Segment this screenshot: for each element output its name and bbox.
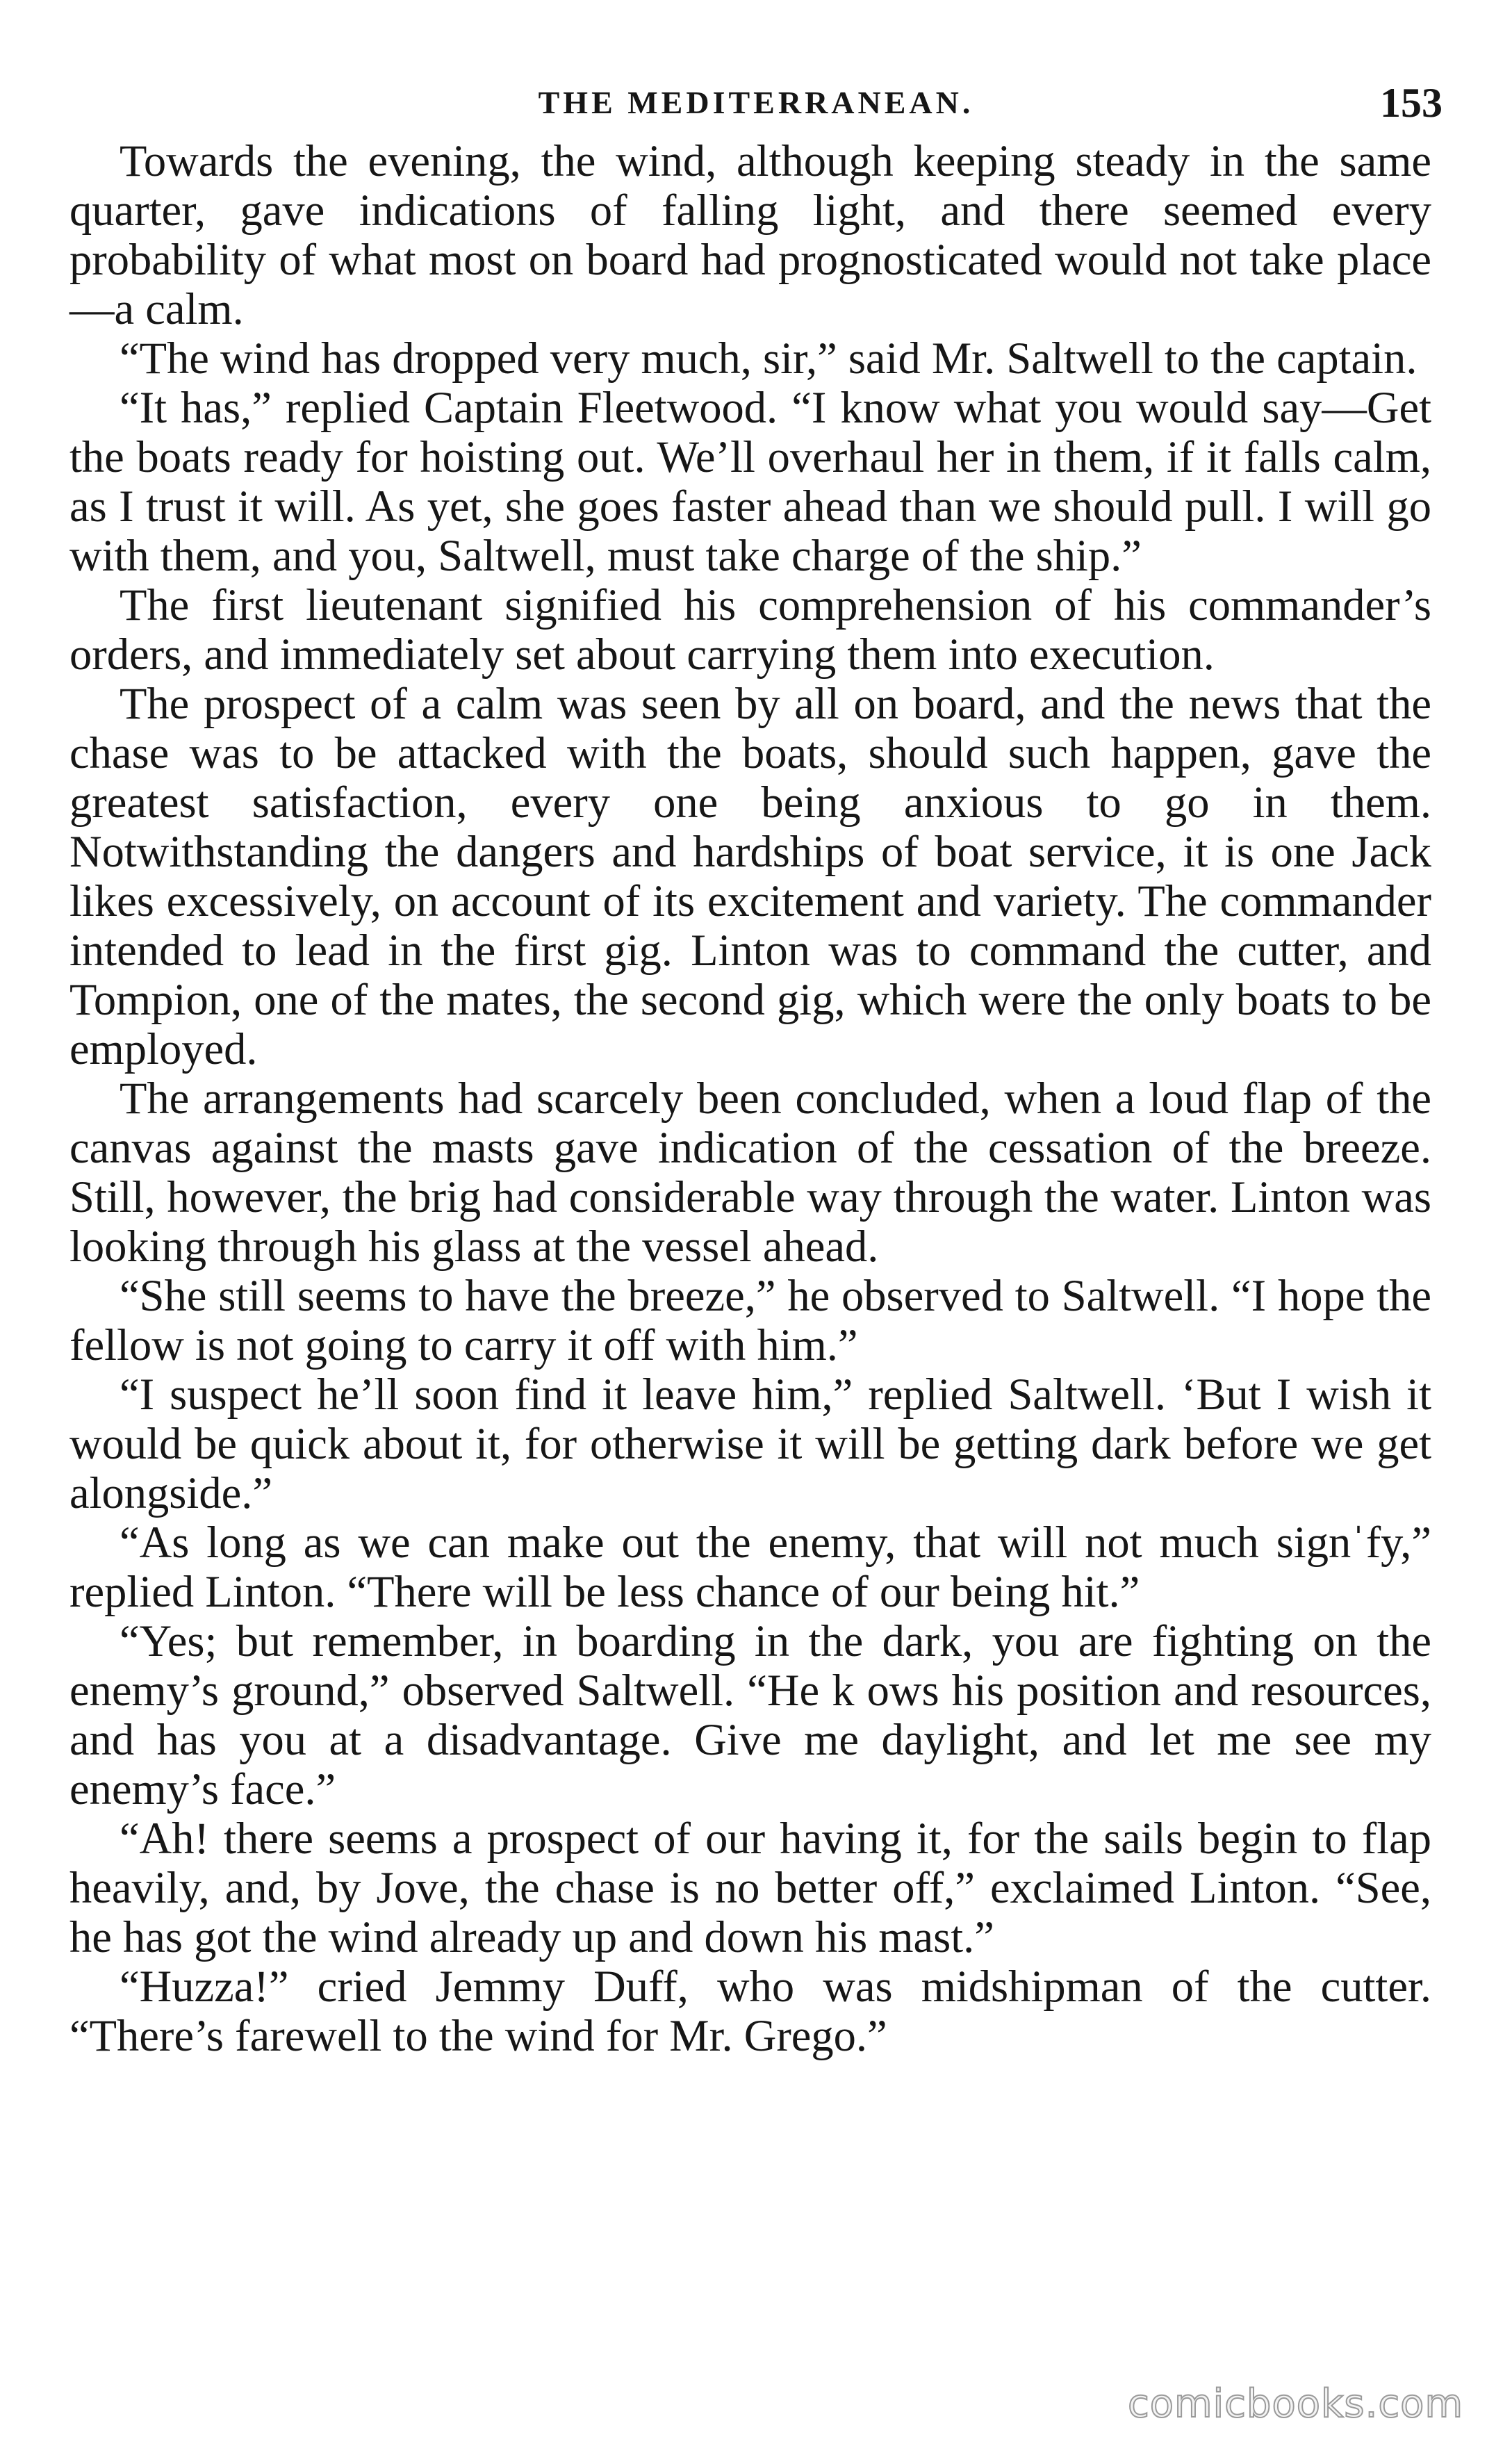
paragraph: “Huzza!” cried Jemmy Duff, who was midshipman of the cutter. “There’s farewell to the wind for Mr. Grego.” (69, 1962, 1431, 2060)
paragraph: “I suspect he’ll soon find it leave him,” replied Saltwell. ‘But I wish it would be quick about it, for otherwise it will be getting dark before we get alongside.” (69, 1370, 1431, 1518)
paragraph: “As long as we can make out the enemy, that will not much signˈfy,” replied Linton. “There will be less chance of our being hit.” (69, 1518, 1431, 1616)
paragraph: The first lieutenant signified his comprehension of his commander’s orders, and immediately set about carrying them into execution. (69, 580, 1431, 679)
paragraph: The prospect of a calm was seen by all on board, and the news that the chase was to be attacked with the boats, should such happen, gave the greatest satisfaction, every one being anxious to go in them. Notwithstanding the dangers and hardships of boat service, it is one Jack likes excessively, on account of its excitement and variety. The commander intended to lead in the first gig. Linton was to command the cutter, and Tompion, one of the mates, the second gig, which were the only boats to be employed. (69, 679, 1431, 1074)
paragraph: “It has,” replied Captain Fleetwood. “I know what you would say—Get the boats ready for hoisting out. We’ll overhaul her in them, if it falls calm, as I trust it will. As yet, she goes faster ahead than we should pull. I will go with them, and you, Saltwell, must take charge of the ship.” (69, 383, 1431, 580)
paragraph: Towards the evening, the wind, although keeping steady in the same quarter, gave indications of falling light, and there seemed every probability of what most on board had prognosticated would not take place—a calm. (69, 136, 1431, 334)
page-number: 153 (1380, 80, 1443, 126)
running-title: THE MEDITERRANEAN. (538, 85, 974, 120)
paragraph: The arrangements had scarcely been concluded, when a loud flap of the canvas against the masts gave indication of the cessation of the breeze. Still, however, the brig had considerable way through the water. Linton was looking through his glass at the vessel ahead. (69, 1074, 1431, 1271)
paragraph: “She still seems to have the breeze,” he observed to Saltwell. “I hope the fellow is not going to carry it off with him.” (69, 1271, 1431, 1370)
running-header (69, 75, 1443, 131)
body-text (69, 136, 1431, 2060)
paragraph: “Ah! there seems a prospect of our having it, for the sails begin to flap heavily, and, by Jove, the chase is no better off,” exclaimed Linton. “See, he has got the wind already up and down his mast.” (69, 1814, 1431, 1962)
paragraph: “The wind has dropped very much, sir,” said Mr. Saltwell to the captain. (120, 334, 1418, 383)
watermark: comicbooks.com (1127, 2381, 1463, 2427)
paragraph: “Yes; but remember, in boarding in the dark, you are fighting on the enemy’s ground,” observed Saltwell. “He k ows his position and resources, and has you at a disadvantage. Give me daylight, and let me see my enemy’s face.” (69, 1616, 1431, 1814)
